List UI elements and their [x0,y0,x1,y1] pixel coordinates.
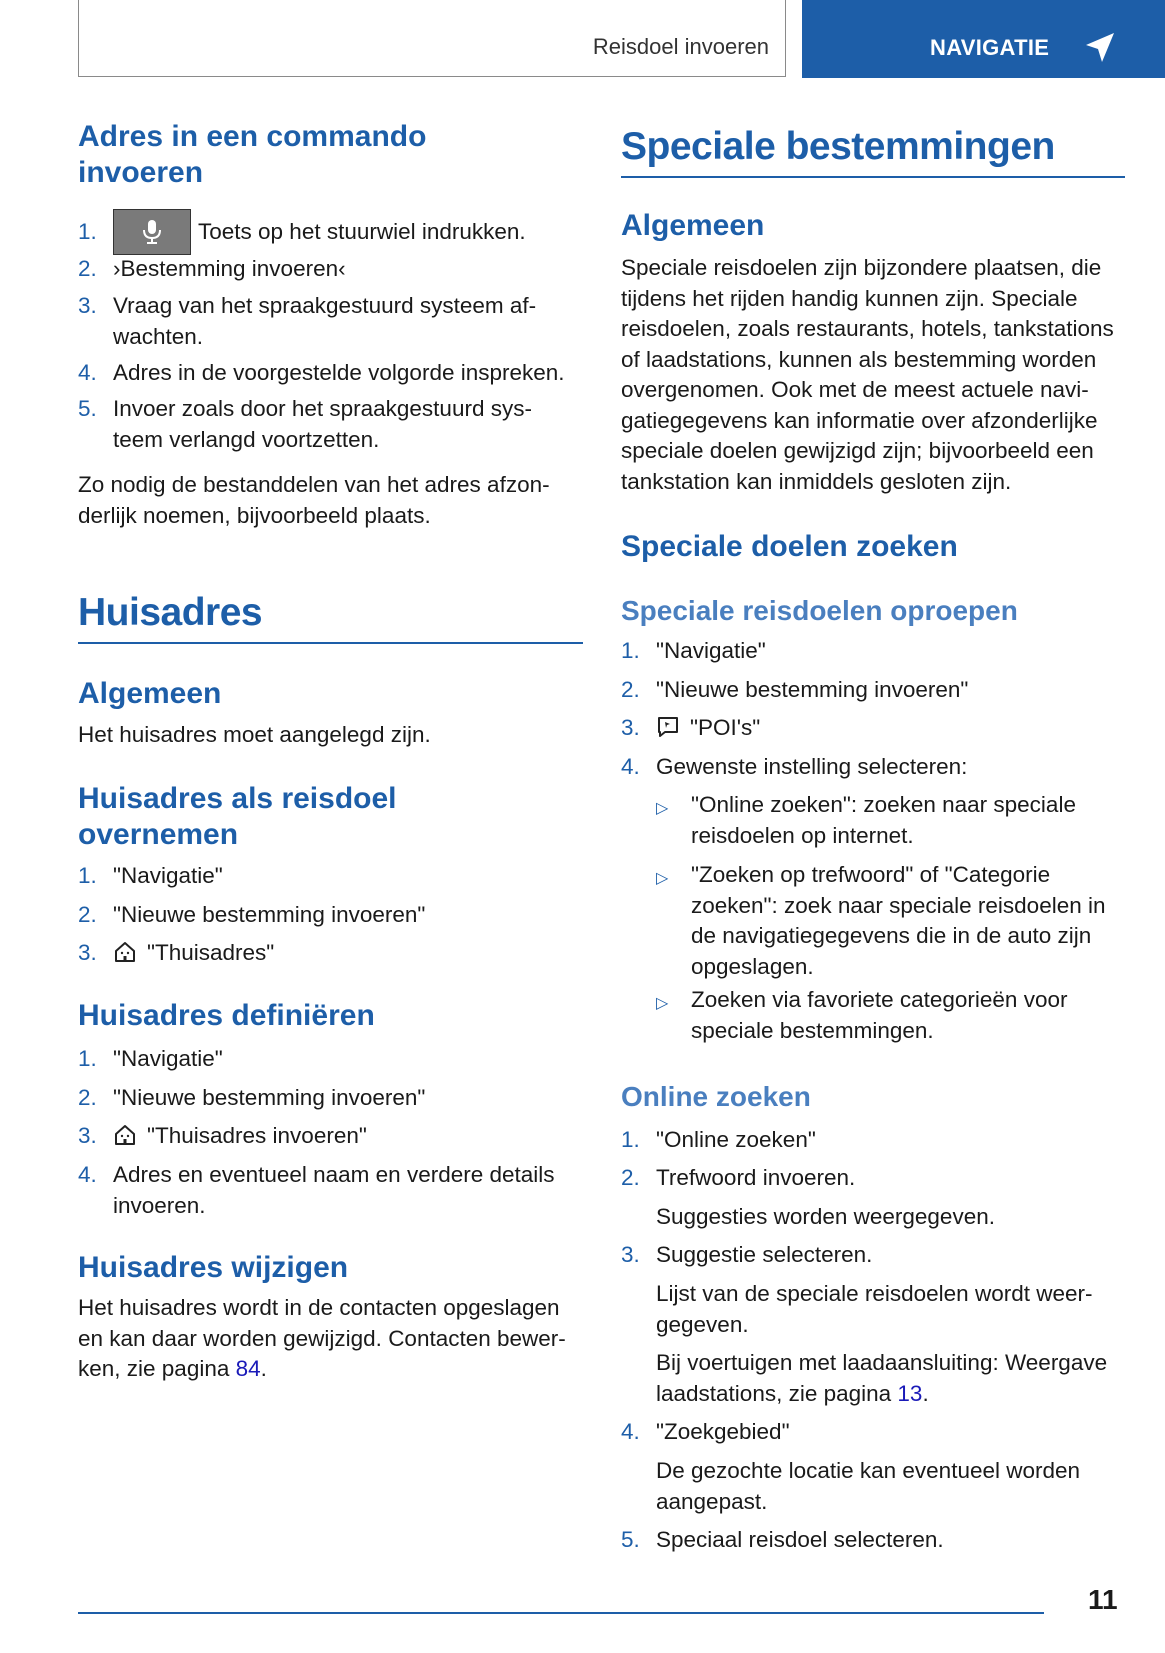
heading-home-change: Huisadres wijzigen [78,1251,349,1284]
heading-online-search: Online zoeken [621,1081,811,1112]
section-title: Reisdoel invoeren [592,34,769,59]
heading-rule [78,642,583,644]
list-item: 4. Adres in de voorgestelde volgorde inspreken. [78,360,565,385]
list-item: 1. "Navigatie" [621,638,766,663]
triangle-bullet-icon: ▷ [656,800,669,817]
heading-home-define: Huisadres definiëren [78,999,375,1032]
step-subtext: Lijst van de speciale reisdoelen wordt weer- gegeven. [656,1281,1093,1337]
page-link-84[interactable]: 84 [235,1356,261,1381]
command-note: Zo nodig de bestanddelen van het adres afzon- derlijk noemen, bijvoorbeeld plaats. [78,472,550,528]
heading-algemeen-left: Algemeen [78,677,222,710]
list-item: 4. Gewenste instelling selecteren: [621,754,968,779]
triangle-bullet-icon: ▷ [656,870,669,887]
heading-algemeen-right: Algemeen [621,209,765,242]
voice-button-icon [113,209,191,255]
list-item: 3. Vraag van het spraakgestuurd systeem af- wachten. [78,293,537,349]
step-subtext: De gezochte locatie kan eventueel worden aangepast. [656,1458,1081,1514]
page-number: 11 [1088,1584,1118,1615]
list-item: 4. "Zoekgebied" [621,1419,790,1444]
list-item: 1. "Navigatie" [78,1046,223,1071]
step-subtext: Suggesties worden weergegeven. [656,1204,995,1229]
microphone-icon [141,219,163,245]
bullet-item: ▷ Zoeken via favoriete categorieën voor speciale bestemmingen. [656,987,1068,1043]
chapter-tab-navigatie [802,0,1165,78]
list-item: 2. "Nieuwe bestemming invoeren" [78,902,426,927]
general-text-right: Speciale reisdoelen zijn bijzondere plaatsen, die tijdens het rijden handig kunnen zijn. Speciale reisdoelen, zoals restaurants, hotels, tankstations of laadstations, kunnen als bestemming worden overgenomen. Ook met de meest actuele navi- gatiegegevens kan informatie over afzonderlijke speciale doelen gewijzigd zijn; bijvoorbeeld een tankstation kan inmiddels gesloten zijn. [621,255,1114,494]
heading-call-poi: Speciale reisdoelen oproepen [621,595,1018,626]
home-icon [113,1123,137,1147]
heading-speciale-bestemmingen: Speciale bestemmingen [621,125,1055,168]
header-section-box [78,0,786,77]
list-item: 2. "Nieuwe bestemming invoeren" [621,677,969,702]
heading-search-poi: Speciale doelen zoeken [621,530,958,563]
footer-rule [78,1612,1044,1614]
heading-address-command: Adres in een commando invoeren [78,120,427,189]
heading-huisadres: Huisadres [78,591,263,634]
list-item: 5. Speciaal reisdoel selecteren. [621,1527,944,1552]
change-text: Het huisadres wordt in de contacten opgeslagen en kan daar worden gewijzigd. Contacten bewer- ken, zie pagina 84. [78,1295,566,1381]
triangle-bullet-icon: ▷ [656,995,669,1012]
general-text-left: Het huisadres moet aangelegd zijn. [78,722,431,747]
list-item: 3. "Thuisadres invoeren" [78,1123,367,1148]
list-item: 1. Toets op het stuurwiel indrukken. [78,217,583,248]
list-item: 4. Adres en eventueel naam en verdere details invoeren. [78,1162,555,1218]
heading-home-as-destination: Huisadres als reisdoel overnemen [78,782,397,851]
bullet-item: ▷ "Online zoeken": zoeken naar speciale reisdoelen op internet. [656,792,1076,848]
list-item: 3. "POI's" [621,715,761,740]
navigation-arrow-icon [1082,30,1118,66]
list-item: 2. "Nieuwe bestemming invoeren" [78,1085,426,1110]
home-icon [113,940,137,964]
step-subtext: Bij voertuigen met laadaansluiting: Weergave laadstations, zie pagina 13. [656,1350,1108,1406]
heading-rule [621,176,1125,178]
list-item: 5. Invoer zoals door het spraakgestuurd sys- teem verlangd voortzetten. [78,396,532,452]
poi-icon [656,715,680,739]
page-link-13[interactable]: 13 [897,1380,923,1406]
list-item: 3. "Thuisadres" [78,940,275,965]
list-item: 1. "Navigatie" [78,863,223,888]
list-item: 2. ›Bestemming invoeren‹ [78,256,346,281]
list-item: 1. "Online zoeken" [621,1127,816,1152]
list-item: 3. Suggestie selecteren. [621,1242,873,1267]
bullet-item: ▷ "Zoeken op trefwoord" of "Categorie zoeken": zoek naar speciale reisdoelen in de navigatiegegevens die in de auto zijn opgeslagen. [656,862,1106,979]
chapter-tab-label: NAVIGATIE [930,35,1050,60]
list-item: 2. Trefwoord invoeren. [621,1165,856,1190]
